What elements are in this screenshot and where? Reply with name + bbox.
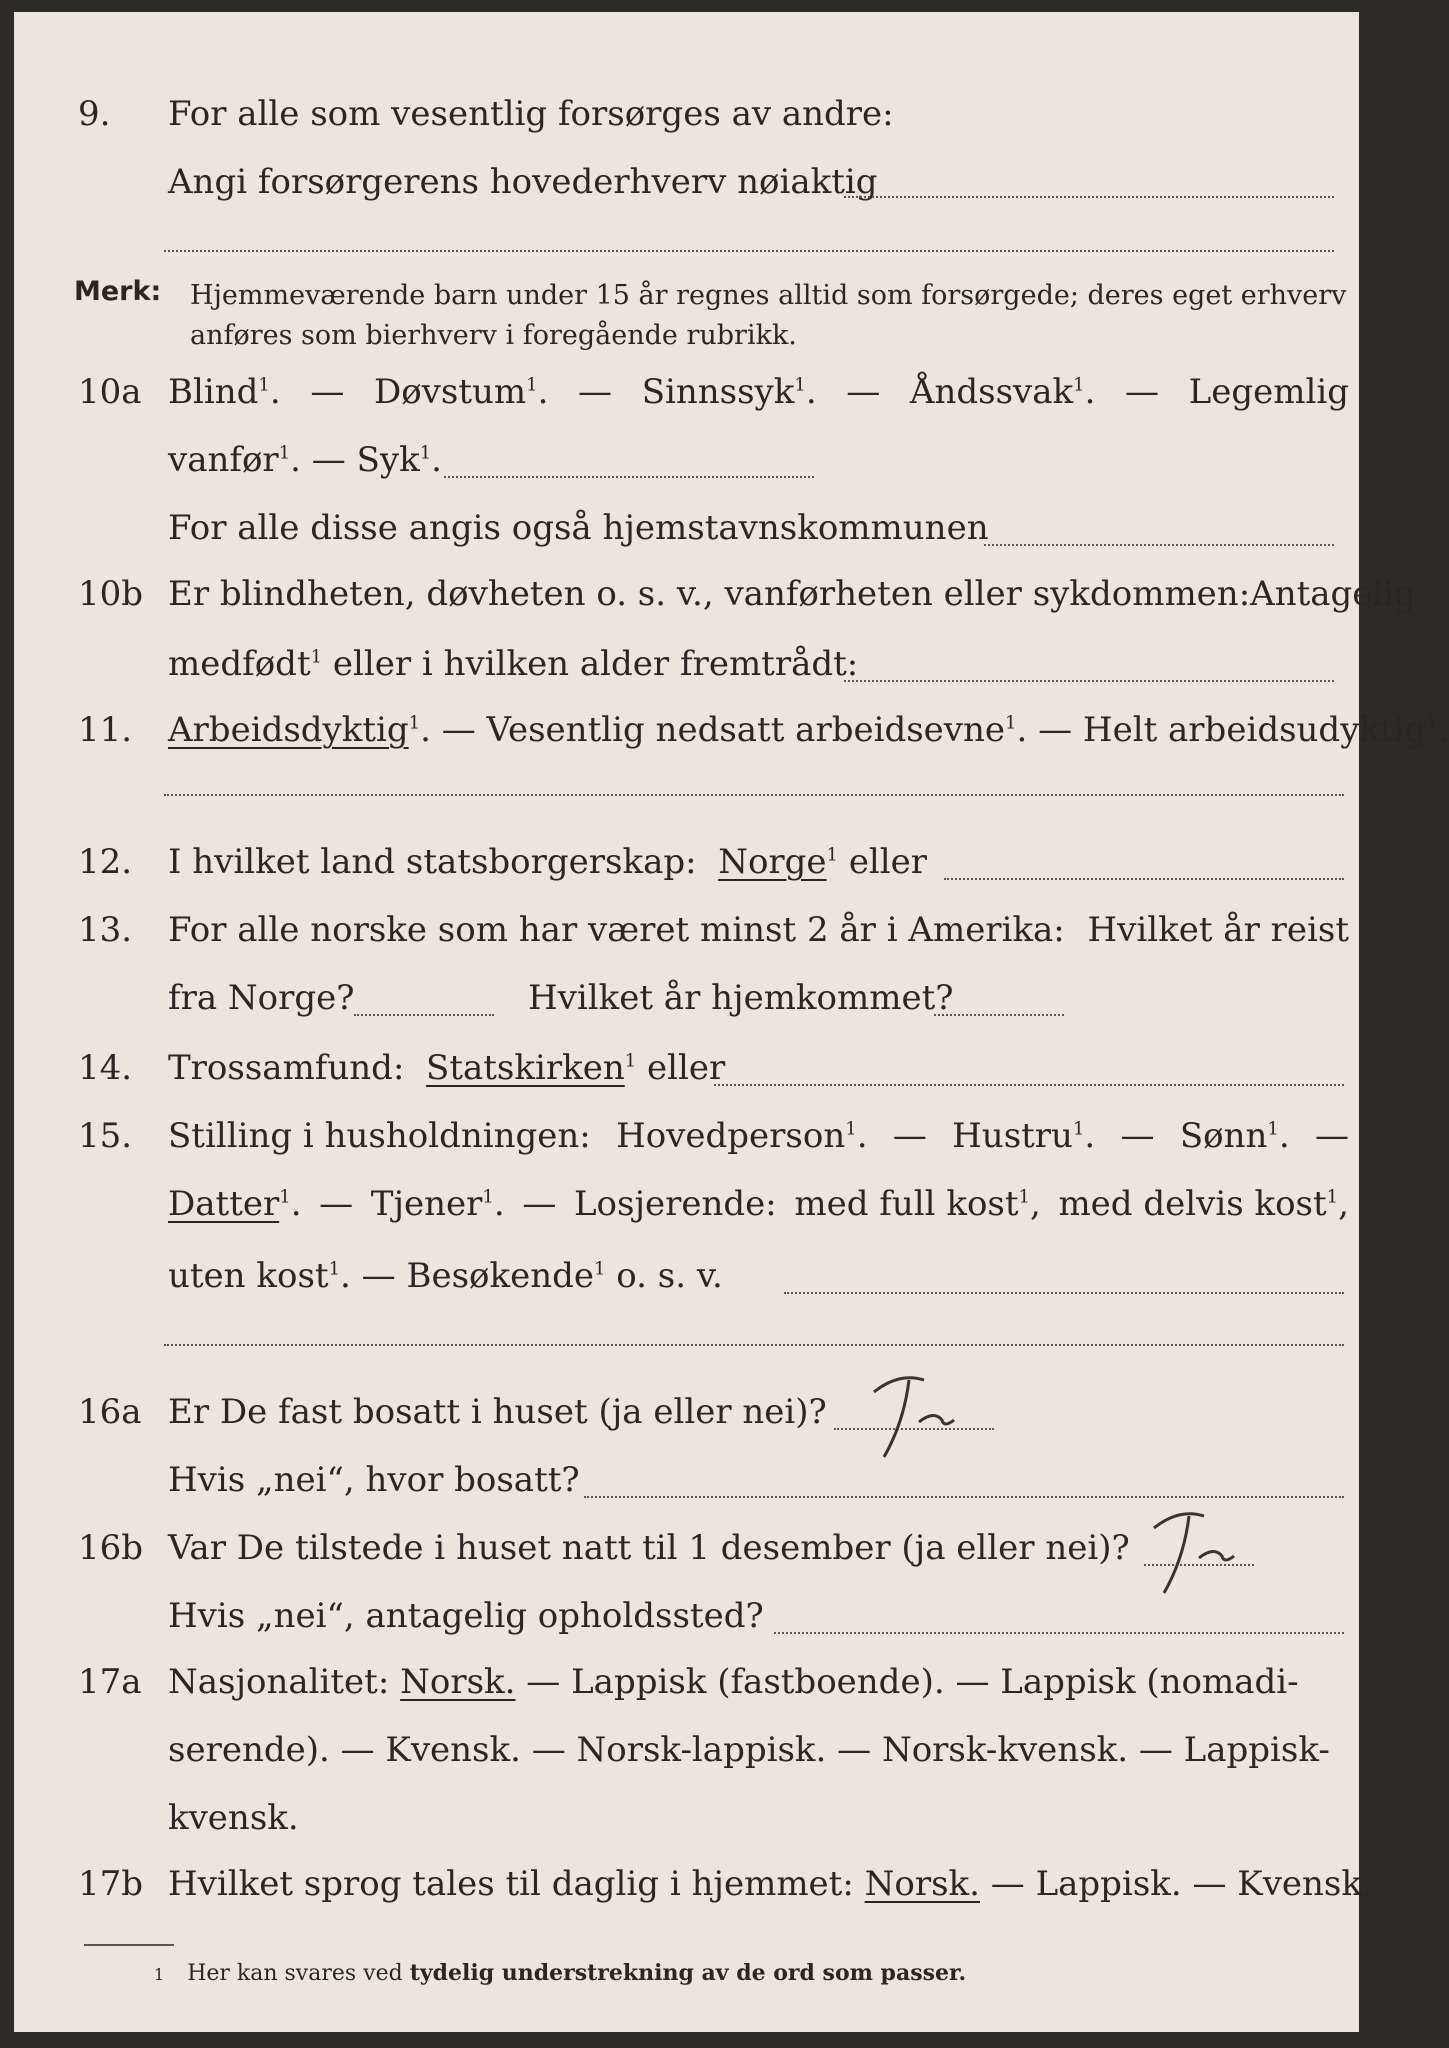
question-number: 15. [78,1116,133,1156]
question-number: 17a [78,1662,142,1702]
option-antagelig[interactable]: Antagelig [1250,574,1416,614]
options-text: kvensk. [168,1798,299,1838]
option-udyktig[interactable]: Helt arbeidsudyktig [1082,710,1427,750]
question-text: eller [646,1048,726,1088]
answer-line[interactable] [164,250,1334,252]
question-text: For alle norske som har været minst 2 år i Amerika: [168,910,1065,950]
option-sonn[interactable]: Sønn [1179,1116,1268,1156]
note-label: Merk: [74,276,162,307]
footnote-divider [84,1944,174,1946]
separator: — [578,372,613,412]
question-text: Var De tilstede i huset natt til 1 desember (ja eller nei)? [168,1528,1130,1568]
question-text: Trossamfund: [168,1048,405,1088]
question-text: o. s. v. [616,1256,723,1296]
note [74,276,161,307]
question-text: Nasjonalitet: [168,1662,390,1702]
option-dovstum[interactable]: Døvstum [373,372,527,412]
question-text: Er blindheten, døvheten o. s. v., vanførheten eller sykdommen: [168,574,1251,614]
question-number: 13. [78,910,133,950]
footnote [154,1960,966,1986]
option-sinnssyk[interactable]: Sinnssyk [641,372,795,412]
answer-line[interactable] [844,196,1334,198]
option-datter[interactable]: Datter [168,1184,280,1224]
option-blind[interactable]: Blind [168,372,259,412]
separator: — [846,372,881,412]
answer-line[interactable] [444,476,814,478]
option-norsk[interactable]: Norsk. [864,1864,980,1904]
handwritten-answer [1134,1498,1264,1608]
option-medfodt[interactable]: medfødt [168,644,311,684]
answer-line[interactable] [164,1344,1344,1346]
answer-line[interactable] [784,1292,1344,1294]
question-text: I hvilket land statsborgerskap: [168,842,697,882]
question-number: 12. [78,842,133,882]
question-text: eller i hvilken alder fremtrådt: [332,644,859,684]
option-statskirken[interactable]: Statskirken [426,1048,625,1088]
question-text: fra Norge? [168,978,355,1018]
option-norge[interactable]: Norge [718,842,827,882]
question-text: Hvis „nei“, hvor bosatt? [168,1460,580,1500]
option-nedsatt[interactable]: Vesentlig nedsatt arbeidsevne [486,710,1006,750]
question-number: 17b [78,1864,144,1904]
question-text: Stilling i husholdningen: [168,1116,591,1156]
note-line-1: Hjemmeværende barn under 15 år regnes alltid som forsørgede; deres eget erhverv [190,280,1347,311]
question-text: For alle som vesentlig forsørges av andre: [168,94,894,134]
question-text: Er De fast bosatt i huset (ja eller nei)? [168,1392,827,1432]
question-number: 16b [78,1528,144,1568]
question-text: eller [848,842,928,882]
options-line: Blind$^1$. — Døvstum$^1$. — Sinnssyk$^1$. — Åndssvak$^1$. — Legemlig [168,372,1349,412]
question-text: Hvilket år reist [1087,910,1349,950]
option-besokende[interactable]: Besøkende [406,1256,594,1296]
answer-line[interactable] [774,1632,1344,1634]
question-text: Angi forsørgerens hovederhverv nøiaktig [168,162,878,202]
option-hovedperson[interactable]: Hovedperson [616,1116,846,1156]
option-syk[interactable]: Syk [356,440,420,480]
option-legemlig[interactable]: Legemlig [1188,372,1349,412]
footnote-bold-text: tydelig understrekning av de ord som passer. [409,1960,967,1986]
option-vanfor[interactable]: vanfør [168,440,279,480]
option-andssvak[interactable]: Åndssvak [909,372,1074,412]
footnote-text: Her kan svares ved [187,1961,403,1986]
question-text: Hvilket sprog tales til daglig i hjemmet: [168,1864,854,1904]
question-number: 14. [78,1048,133,1088]
question-number: 10b [78,574,144,614]
option-hustru[interactable]: Hustru [952,1116,1073,1156]
answer-line[interactable] [844,680,1334,682]
option-uten-kost[interactable]: uten kost [168,1256,329,1296]
separator: — [310,372,345,412]
question-number: 16a [78,1392,142,1432]
question-text: Hvilket år hjemkommet? [528,978,954,1018]
option-tjener[interactable]: Tjener [370,1184,483,1224]
answer-line[interactable] [354,1014,494,1016]
options-text: — Lappisk. — Kvensk. [990,1864,1373,1904]
question-number: 9. [78,94,111,134]
question-number: 11. [78,710,133,750]
option-full-kost[interactable]: med full kost [794,1184,1019,1224]
options-text: serende). — Kvensk. — Norsk-lappisk. — Norsk-kvensk. — Lappisk- [168,1730,1330,1770]
handwritten-answer [854,1362,984,1472]
answer-line[interactable] [934,1014,1064,1016]
footnote-mark: 1 [154,1965,165,1984]
separator: — [1125,372,1160,412]
option-losjerende: Losjerende: [573,1184,777,1224]
question-number: 10a [78,372,142,412]
question-text: For alle disse angis også hjemstavnskommunen [168,508,989,548]
question-text: Hvis „nei“, antagelig opholdssted? [168,1596,764,1636]
options-text: — Lappisk (fastboende). — Lappisk (nomadi- [526,1662,1299,1702]
answer-line[interactable] [714,1084,1344,1086]
census-form-page: 9. For alle som vesentlig forsørges av andre: Angi forsørgerens hovederhverv nøiaktig Merk: Hjemmeværende barn under 15 år regnes alltid som forsørgede; deres eget erhverv anføres som bierhverv i foregående rubrikk. 10a Blind$^1$. — Døvstum$^1$. — Sinnssyk$^1$. — Åndssvak$^1$. — Legemlig vanfør$^1$. — Syk$^1$. For alle disse angis også hjemstavnskommunen 10b Er blindheten, døvheten o. s. v., vanførheten eller sykdommen: Antagelig medfødt$^1$ eller i hvilken alder fremtrådt: 11. Arbeidsdyktig$^1$. — Vesentlig nedsatt arbeidsevne$^1$. — Helt arbeidsudyktig$^1$. 12. I hvilket land statsborgerskap: Norge$^1$ eller 13. For alle norske som har været minst 2 år i Amerika: Hvilket år reist fra Norge? Hvilket år hjemkommet? 14. Trossamfund: Statskirken$^1$ eller 15. Stilling i husholdningen: Hovedperson$^1$. — Hustru$^1$. — Sønn$^1$. — Datter$^1$. — Tjener$^1$. — Losjerende: med full kost$^1$, med delvis kost$^1$, uten kost$^1$. — Besøkende$^1$ o. s. v. 16a Er De fast bosatt i huset (ja eller nei)? Hvis „nei“, hvor bosatt? 16b Var De tilstede i huset natt til 1 desember (ja eller nei)? Hvis „nei“, antagelig opholdssted? 17a Nasjonalitet: Norsk. — Lappisk (fastboende). — Lappisk (nomadi- serende). — Kvensk. — Norsk-lappisk. — Norsk-kvensk. — Lappisk- kvensk. 17b Hvilket sprog tales til daglig i hjemmet: Norsk. — Lappisk. — Kvensk. 1 Her kan svares ved tydelig understrekning av de ord som passer. [14,12,1359,2032]
answer-line[interactable] [984,544,1334,546]
note-line-2: anføres som bierhverv i foregående rubrikk. [190,320,797,351]
option-norsk[interactable]: Norsk. [400,1662,516,1702]
answer-line[interactable] [164,794,1344,796]
option-delvis-kost[interactable]: med delvis kost [1058,1184,1327,1224]
answer-line[interactable] [944,878,1344,880]
option-arbeidsdyktig[interactable]: Arbeidsdyktig [168,710,409,750]
